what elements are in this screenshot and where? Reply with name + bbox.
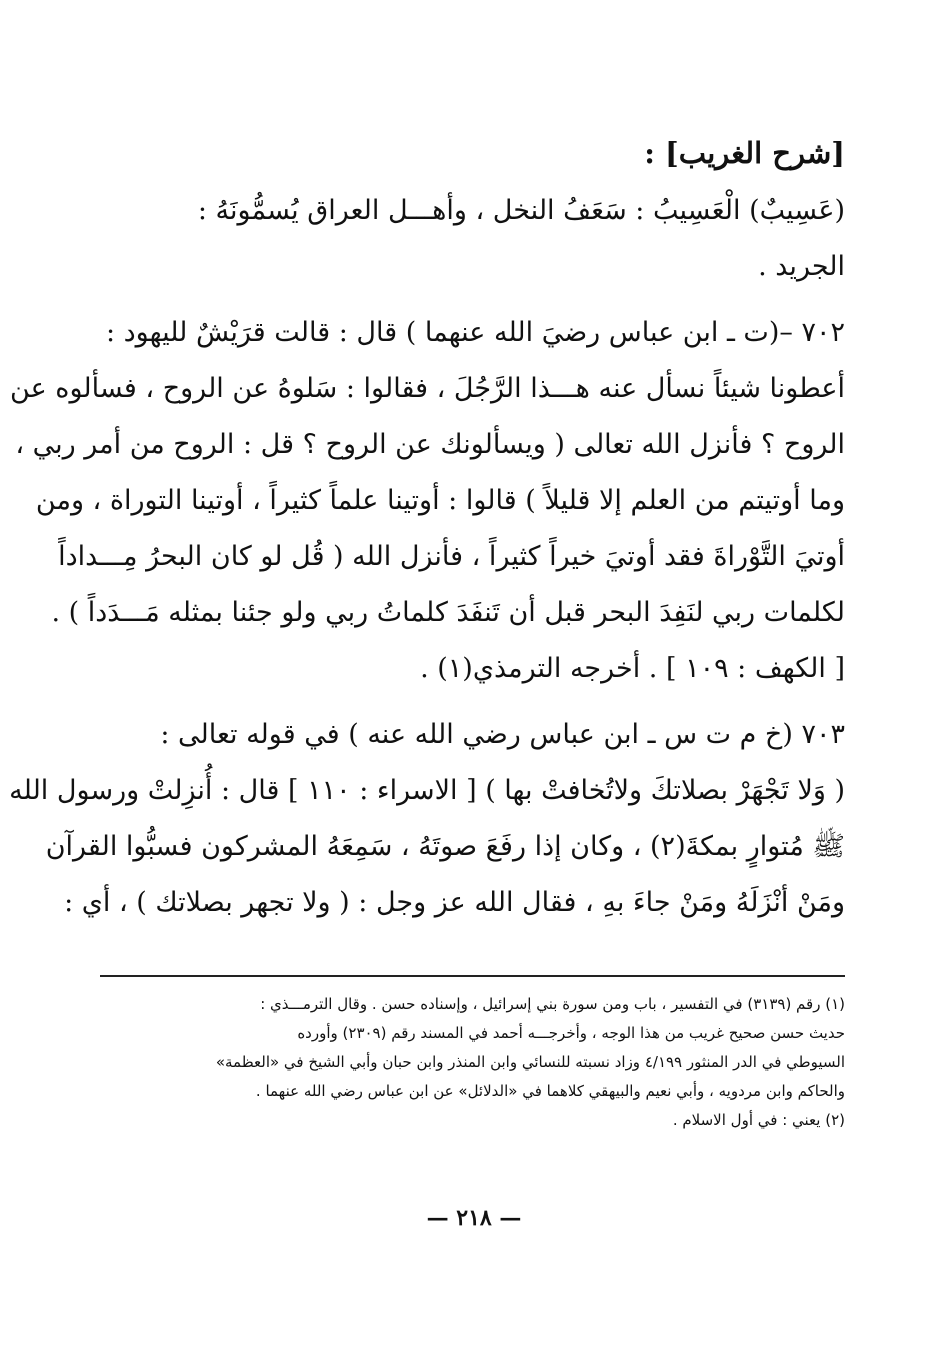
hadith-703-line: ( وَلا تَجْهَرْ بصلاتكَ ولاتُخافتْ بها ) [ الاسراء : ١١٠ ] قال : أُنزِلتْ ورسول الله [9,775,845,806]
footnote-line: (٢) يعني : في أول الاسلام . [672,1111,845,1129]
hadith-702-line: ٧٠٢ –(ت ـ ابن عباس رضيَ الله عنهما ) قال : قالت قرَيْشٌ لليهود : [105,317,845,348]
hadith-702-line: الروح ؟ فأنزل الله تعالى ( ويسألونك عن الروح ؟ قل : الروح من أمر ربي ، [15,429,845,460]
footnote-line: (١) رقم (٣١٣٩) في التفسير ، باب ومن سورة بني إسرائيل ، وإسناده حسن . وقال الترمـــذي : [260,995,845,1013]
hadith-703-line: ٧٠٣ (خ م ت س ـ ابن عباس رضي الله عنه ) في قوله تعالى : [160,719,845,750]
page-number: — ٢١٨ — [426,1205,522,1231]
hadith-702-line: أعطونا شيئاً نسأل عنه هـــذا الرَّجُلَ ، فقالوا : سَلوهُ عن الروح ، فسألوه عن [10,373,845,404]
footnote-line: حديث حسن صحيح غريب من هذا الوجه ، وأخرجـــه أحمد في المسند رقم (٢٣٠٩) وأورده [297,1024,845,1042]
footnote-line: والحاكم وابن مردويه ، وأبي نعيم والبيهقي كلاهما في «الدلائل» عن ابن عباس رضي الله عنهما . [255,1082,845,1100]
hadith-702-line: أوتيَ التَّوْراةَ فقد أوتيَ خيراً كثيراً ، فأنزل الله ( قُل لو كان البحرُ مِـــداداً [58,541,845,572]
hadith-703-line: ﷺ مُتوارٍ بمكةَ(٢) ، وكان إذا رفَعَ صوتَهُ ، سَمِعَهُ المشركون فسبُّوا القرآن [45,831,845,862]
gloss-line: الجريد . [758,251,845,282]
section-heading: [شرح الغريب] : [644,136,845,170]
hadith-702-line: لكلمات ربي لنَفِدَ البحر قبل أن تَنفَدَ كلماتُ ربي ولو جئنا بمثله مَـــدَداً ) . [51,597,845,628]
hadith-703-line: ومَنْ أنْزَلَهُ ومَنْ جاءَ بهِ ، فقال الله عز وجل : ( ولا تجهر بصلاتك ) ، أي : [64,887,845,918]
footnotes [100,990,845,1135]
hadith-702-line: [ الكهف : ١٠٩ ] . أخرجه الترمذي(١) . [420,653,845,684]
gloss-line: (عَسِيبٌ) الْعَسِيبُ : سَعَفُ النخل ، وأهـــل العراق يُسمُّونَهُ : [197,195,845,226]
hadith-702-line: وما أوتيتم من العلم إلا قليلاً ) قالوا : أوتينا علماً كثيراً ، أوتينا التوراة ، ومن [35,485,845,516]
footnote-divider [100,975,845,977]
footnote-line: السيوطي في الدر المنثور ٤/١٩٩ وزاد نسبته للنسائي وابن المنذر وابن حبان وأبي الشيخ في «العظمة» [215,1053,845,1071]
main-text [9,125,845,931]
